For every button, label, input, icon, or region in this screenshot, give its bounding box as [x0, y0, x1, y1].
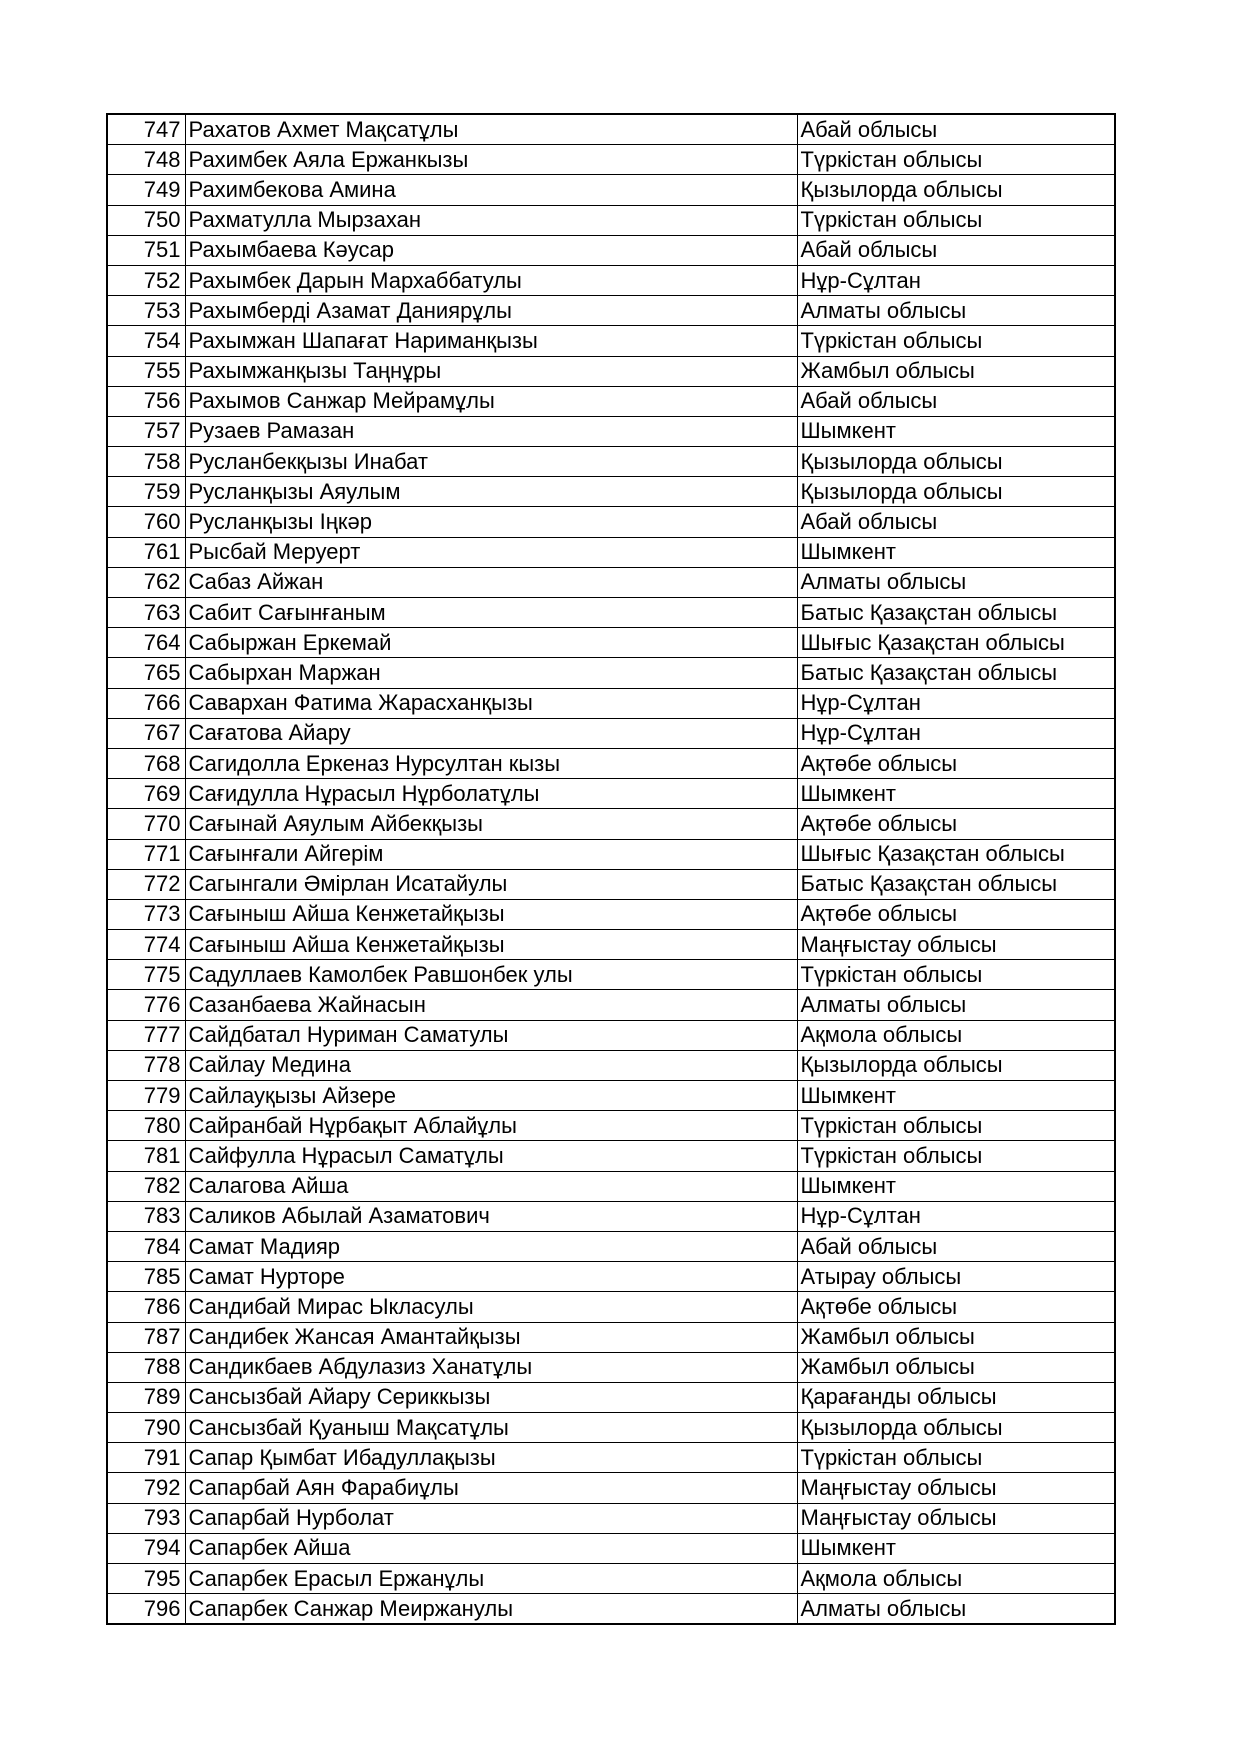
participant-region: Нұр-Сұлтан: [797, 718, 1115, 748]
participant-region: Шымкент: [797, 1081, 1115, 1111]
participant-name: Сапар Қымбат Ибадуллақызы: [185, 1443, 797, 1473]
participant-region: Алматы облысы: [797, 567, 1115, 597]
table-row: [107, 114, 1115, 145]
participant-table: [106, 113, 1116, 1625]
participant-name: Саликов Абылай Азаматович: [185, 1201, 797, 1231]
participant-region: Жамбыл облысы: [797, 1352, 1115, 1382]
participant-name: Савархан Фатима Жарасханқызы: [185, 688, 797, 718]
row-number: 789: [107, 1382, 185, 1412]
participant-region: Нұр-Сұлтан: [797, 265, 1115, 295]
participant-name: Сағидулла Нұрасыл Нұрболатұлы: [185, 779, 797, 809]
row-number: 782: [107, 1171, 185, 1201]
participant-name: Рахимбек Аяла Ержанкызы: [185, 145, 797, 175]
participant-region: Түркістан облысы: [797, 145, 1115, 175]
participant-region: Нұр-Сұлтан: [797, 1201, 1115, 1231]
participant-name: Сапарбай Нурболат: [185, 1503, 797, 1533]
table-row: [107, 1382, 1115, 1412]
participant-region: Шымкент: [797, 537, 1115, 567]
table-row: [107, 1503, 1115, 1533]
participant-region: Қарағанды облысы: [797, 1382, 1115, 1412]
participant-name: Сағатова Айару: [185, 718, 797, 748]
table-row: [107, 296, 1115, 326]
table-row: [107, 628, 1115, 658]
table-row: [107, 175, 1115, 205]
participant-name: Рахымбаева Кәусар: [185, 235, 797, 265]
participant-region: Абай облысы: [797, 114, 1115, 145]
participant-name: Рахымов Санжар Мейрамұлы: [185, 386, 797, 416]
participant-name: Сазанбаева Жайнасын: [185, 990, 797, 1020]
row-number: 770: [107, 809, 185, 839]
table-row: [107, 507, 1115, 537]
row-number: 777: [107, 1020, 185, 1050]
table-body: [107, 114, 1115, 1624]
row-number: 785: [107, 1262, 185, 1292]
participant-name: Сабыржан Еркемай: [185, 628, 797, 658]
row-number: 773: [107, 899, 185, 929]
table-row: [107, 658, 1115, 688]
participant-name: Рахимбекова Амина: [185, 175, 797, 205]
participant-region: Қызылорда облысы: [797, 1413, 1115, 1443]
participant-name: Русланқызы Аяулым: [185, 477, 797, 507]
participant-region: Шымкент: [797, 416, 1115, 446]
participant-region: Маңғыстау облысы: [797, 1473, 1115, 1503]
table-row: [107, 930, 1115, 960]
participant-region: Түркістан облысы: [797, 1443, 1115, 1473]
participant-region: Абай облысы: [797, 235, 1115, 265]
participant-name: Сабаз Айжан: [185, 567, 797, 597]
row-number: 753: [107, 296, 185, 326]
table-row: [107, 1473, 1115, 1503]
row-number: 780: [107, 1111, 185, 1141]
participant-region: Абай облысы: [797, 1231, 1115, 1261]
row-number: 748: [107, 145, 185, 175]
table-row: [107, 567, 1115, 597]
row-number: 778: [107, 1050, 185, 1080]
participant-region: Түркістан облысы: [797, 326, 1115, 356]
participant-name: Сапарбек Санжар Меиржанулы: [185, 1594, 797, 1625]
participant-name: Русланбекқызы Инабат: [185, 447, 797, 477]
participant-region: Батыс Қазақстан облысы: [797, 869, 1115, 899]
participant-name: Сандибек Жансая Амантайқызы: [185, 1322, 797, 1352]
table-row: [107, 779, 1115, 809]
participant-name: Сағынай Аяулым Айбекқызы: [185, 809, 797, 839]
table-row: [107, 1020, 1115, 1050]
participant-region: Алматы облысы: [797, 990, 1115, 1020]
participant-name: Сабырхан Маржан: [185, 658, 797, 688]
participant-name: Сайдбатал Нуриман Саматулы: [185, 1020, 797, 1050]
table-row: [107, 1292, 1115, 1322]
row-number: 761: [107, 537, 185, 567]
table-row: [107, 899, 1115, 929]
participant-name: Сандибай Мирас Ыкласулы: [185, 1292, 797, 1322]
table-row: [107, 1594, 1115, 1625]
participant-region: Қызылорда облысы: [797, 477, 1115, 507]
participant-name: Рахымжан Шапағат Нариманқызы: [185, 326, 797, 356]
row-number: 749: [107, 175, 185, 205]
row-number: 784: [107, 1231, 185, 1261]
participant-name: Сағыныш Айша Кенжетайқызы: [185, 930, 797, 960]
participant-region: Батыс Қазақстан облысы: [797, 598, 1115, 628]
table-row: [107, 1262, 1115, 1292]
row-number: 750: [107, 205, 185, 235]
row-number: 791: [107, 1443, 185, 1473]
participant-name: Сагынгали Әмірлан Исатайулы: [185, 869, 797, 899]
table-row: [107, 265, 1115, 295]
participant-name: Сансызбай Қуаныш Мақсатұлы: [185, 1413, 797, 1443]
row-number: 796: [107, 1594, 185, 1625]
participant-name: Рахматулла Мырзахан: [185, 205, 797, 235]
row-number: 759: [107, 477, 185, 507]
row-number: 779: [107, 1081, 185, 1111]
participant-region: Жамбыл облысы: [797, 356, 1115, 386]
participant-name: Рузаев Рамазан: [185, 416, 797, 446]
table-row: [107, 386, 1115, 416]
table-row: [107, 235, 1115, 265]
row-number: 766: [107, 688, 185, 718]
participant-region: Қызылорда облысы: [797, 447, 1115, 477]
row-number: 775: [107, 960, 185, 990]
participant-region: Қызылорда облысы: [797, 1050, 1115, 1080]
participant-name: Сабит Сағынғаным: [185, 598, 797, 628]
participant-region: Маңғыстау облысы: [797, 930, 1115, 960]
participant-name: Сағынғали Айгерім: [185, 839, 797, 869]
participant-name: Рахымберді Азамат Даниярұлы: [185, 296, 797, 326]
participant-name: Сайлау Медина: [185, 1050, 797, 1080]
row-number: 772: [107, 869, 185, 899]
table-row: [107, 839, 1115, 869]
table-row: [107, 1081, 1115, 1111]
row-number: 795: [107, 1564, 185, 1594]
row-number: 756: [107, 386, 185, 416]
table-row: [107, 447, 1115, 477]
participant-region: Түркістан облысы: [797, 1111, 1115, 1141]
participant-region: Батыс Қазақстан облысы: [797, 658, 1115, 688]
table-row: [107, 1322, 1115, 1352]
participant-name: Рахатов Ахмет Мақсатұлы: [185, 114, 797, 145]
row-number: 769: [107, 779, 185, 809]
participant-region: Алматы облысы: [797, 296, 1115, 326]
participant-name: Сағыныш Айша Кенжетайқызы: [185, 899, 797, 929]
row-number: 774: [107, 930, 185, 960]
participant-region: Алматы облысы: [797, 1594, 1115, 1625]
participant-region: Нұр-Сұлтан: [797, 688, 1115, 718]
table-row: [107, 1443, 1115, 1473]
participant-name: Сапарбек Айша: [185, 1533, 797, 1563]
participant-region: Шымкент: [797, 1533, 1115, 1563]
participant-name: Сапарбек Ерасыл Ержанұлы: [185, 1564, 797, 1594]
participant-name: Русланқызы Іңкәр: [185, 507, 797, 537]
table-row: [107, 960, 1115, 990]
row-number: 752: [107, 265, 185, 295]
table-row: [107, 688, 1115, 718]
participant-region: Ақтөбе облысы: [797, 899, 1115, 929]
participant-region: Шымкент: [797, 779, 1115, 809]
table-row: [107, 356, 1115, 386]
table-row: [107, 537, 1115, 567]
participant-region: Ақтөбе облысы: [797, 809, 1115, 839]
table-row: [107, 145, 1115, 175]
participant-name: Рысбай Меруерт: [185, 537, 797, 567]
row-number: 762: [107, 567, 185, 597]
table-row: [107, 1201, 1115, 1231]
row-number: 781: [107, 1141, 185, 1171]
row-number: 755: [107, 356, 185, 386]
table-row: [107, 1533, 1115, 1563]
table-row: [107, 326, 1115, 356]
row-number: 765: [107, 658, 185, 688]
table-row: [107, 718, 1115, 748]
participant-region: Шымкент: [797, 1171, 1115, 1201]
participant-region: Атырау облысы: [797, 1262, 1115, 1292]
participant-name: Сандикбаев Абдулазиз Ханатұлы: [185, 1352, 797, 1382]
participant-region: Жамбыл облысы: [797, 1322, 1115, 1352]
participant-region: Түркістан облысы: [797, 960, 1115, 990]
participant-region: Қызылорда облысы: [797, 175, 1115, 205]
row-number: 751: [107, 235, 185, 265]
table-row: [107, 598, 1115, 628]
participant-region: Абай облысы: [797, 386, 1115, 416]
row-number: 760: [107, 507, 185, 537]
participant-region: Түркістан облысы: [797, 1141, 1115, 1171]
table-row: [107, 205, 1115, 235]
table-row: [107, 1413, 1115, 1443]
participant-region: Ақмола облысы: [797, 1564, 1115, 1594]
participant-name: Сагидолла Еркеназ Нурсултан кызы: [185, 748, 797, 778]
participant-region: Абай облысы: [797, 507, 1115, 537]
table-row: [107, 1231, 1115, 1261]
participant-region: Түркістан облысы: [797, 205, 1115, 235]
table-row: [107, 1050, 1115, 1080]
participant-region: Шығыс Қазақстан облысы: [797, 628, 1115, 658]
row-number: 786: [107, 1292, 185, 1322]
row-number: 794: [107, 1533, 185, 1563]
table-row: [107, 809, 1115, 839]
row-number: 783: [107, 1201, 185, 1231]
participant-name: Сапарбай Аян Фарабиұлы: [185, 1473, 797, 1503]
participant-name: Сансызбай Айару Сериккызы: [185, 1382, 797, 1412]
table-row: [107, 1171, 1115, 1201]
participant-name: Сайлауқызы Айзере: [185, 1081, 797, 1111]
participant-name: Салагова Айша: [185, 1171, 797, 1201]
participant-region: Шығыс Қазақстан облысы: [797, 839, 1115, 869]
participant-name: Сайранбай Нұрбақыт Аблайұлы: [185, 1111, 797, 1141]
row-number: 792: [107, 1473, 185, 1503]
participant-name: Рахымжанқызы Таңнұры: [185, 356, 797, 386]
table-row: [107, 1111, 1115, 1141]
participant-region: Ақтөбе облысы: [797, 748, 1115, 778]
row-number: 788: [107, 1352, 185, 1382]
row-number: 764: [107, 628, 185, 658]
participant-name: Самат Нурторе: [185, 1262, 797, 1292]
table-row: [107, 869, 1115, 899]
table-row: [107, 1141, 1115, 1171]
participant-name: Самат Мадияр: [185, 1231, 797, 1261]
participant-region: Маңғыстау облысы: [797, 1503, 1115, 1533]
row-number: 776: [107, 990, 185, 1020]
row-number: 758: [107, 447, 185, 477]
table-row: [107, 1352, 1115, 1382]
row-number: 790: [107, 1413, 185, 1443]
table-row: [107, 416, 1115, 446]
row-number: 768: [107, 748, 185, 778]
row-number: 763: [107, 598, 185, 628]
row-number: 754: [107, 326, 185, 356]
row-number: 767: [107, 718, 185, 748]
participant-region: Ақтөбе облысы: [797, 1292, 1115, 1322]
row-number: 771: [107, 839, 185, 869]
row-number: 793: [107, 1503, 185, 1533]
participant-name: Рахымбек Дарын Мархаббатулы: [185, 265, 797, 295]
table-row: [107, 990, 1115, 1020]
row-number: 747: [107, 114, 185, 145]
table-row: [107, 748, 1115, 778]
participant-name: Садуллаев Камолбек Равшонбек улы: [185, 960, 797, 990]
participant-name: Сайфулла Нұрасыл Саматұлы: [185, 1141, 797, 1171]
table-row: [107, 1564, 1115, 1594]
row-number: 787: [107, 1322, 185, 1352]
table-row: [107, 477, 1115, 507]
participant-region: Ақмола облысы: [797, 1020, 1115, 1050]
row-number: 757: [107, 416, 185, 446]
